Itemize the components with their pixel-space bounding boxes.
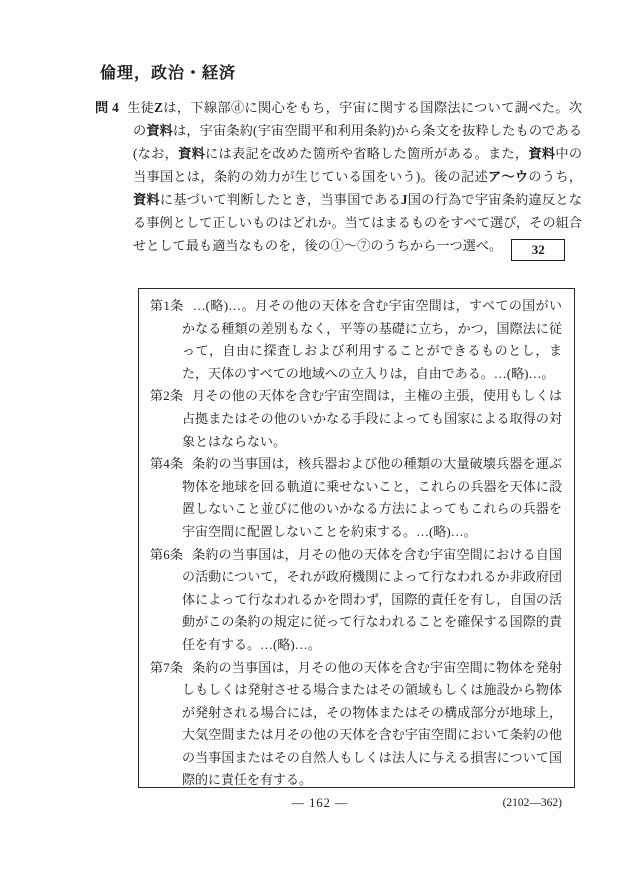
question-text-emphasis: J xyxy=(400,192,408,207)
question-text-emphasis: 資料 xyxy=(146,123,174,138)
article-number: 第2条 xyxy=(150,388,184,404)
print-code: (2102—362) xyxy=(502,797,562,809)
article-number: 第7条 xyxy=(150,659,184,675)
treaty-article xyxy=(150,385,562,453)
article-text: 条約の当事国は，核兵器および他の種類の大量破壊兵器を運ぶ物体を地球を回る軌道に乗せないこと，これらの兵器を天体に設置しないこと並びに他のいかなる方法によってもこれらの兵器を宇宙空間に配置しないことを約束する。…(略)…。 xyxy=(182,456,562,539)
question-label: 問 4 xyxy=(95,100,119,115)
article-text: …(略)…。月その他の天体を含む宇宙空間は，すべての国がいかなる種類の差別もなく，平等の基礎に立ち，かつ，国際法に従って，自由に探査しおよび利用することができるものとし，また，天体のすべての地域への立入りは，自由である。…(略)…。 xyxy=(182,298,562,381)
article-number: 第4条 xyxy=(150,456,184,472)
article-text: 月その他の天体を含む宇宙空間は，主権の主張，使用もしくは占拠またはその他のいかなる手段によっても国家による取得の対象とはならない。 xyxy=(182,388,562,449)
subject-header: 倫理，政治・経済 xyxy=(100,65,237,82)
question-text-run: 国の行為で宇宙条約違反となる事例として正しいものはどれか。当てはまるものをすべて選び，その組合せとして最も適当なものを，後の①～⑦のうちから一つ選べ。 xyxy=(133,192,582,253)
question-text-emphasis: Z xyxy=(154,100,163,115)
question-text-run: 生徒 xyxy=(126,100,155,115)
question-text-run: は，宇宙条約(宇宙空間平和利用条約)から条文を抜粋したものである(なお， xyxy=(133,123,583,161)
treaty-article xyxy=(150,295,562,385)
answer-number-box: 32 xyxy=(511,239,565,261)
question-text-run: は，下線部ⓓに関心をもち，宇宙に関する国際法について調べた。次の xyxy=(133,100,583,138)
question-text-run: には表記を改めた箇所や省略した箇所がある。また， xyxy=(205,146,529,161)
source-material-box xyxy=(138,288,575,788)
question-text-emphasis: ア～ウ xyxy=(487,169,529,184)
article-text: 条約の当事国は，月その他の天体を含む宇宙空間に物体を発射しもしくは発射させる場合またはその領域もしくは施設から物体が発射される場合には，その物体またはその構成部分が地球上，大気空間または月その他の天体を含む宇宙空間において条約の他の当事国またはその自然人もしくは法人に与える損害について国際的に責任を有する。 xyxy=(182,659,562,788)
article-number: 第1条 xyxy=(150,298,184,313)
treaty-article xyxy=(150,453,562,543)
question-text-emphasis: 資料 xyxy=(528,146,556,161)
question-text-run: のうち， xyxy=(528,169,583,184)
question-block xyxy=(95,96,582,261)
article-text: 条約の当事国は，月その他の天体を含む宇宙空間における自国の活動について，それが政府機関によって行なわれるか非政府団体によって行なわれるかを問わず，国際的責任を有し，自国の活動がこの条約の規定に従って行なわれることを確保する国際的責任を有する。…(略)…。 xyxy=(182,546,562,652)
article-number: 第6条 xyxy=(150,546,184,562)
treaty-article xyxy=(150,544,562,657)
question-text-run: に基づいて判断したとき，当事国である xyxy=(159,192,401,207)
question-text-emphasis: 資料 xyxy=(133,192,160,207)
page-number: — 162 — xyxy=(291,796,349,810)
treaty-article xyxy=(150,657,562,789)
question-text-run: 中の当事国とは，条約の効力が生じている国をいう)。後の記述 xyxy=(133,146,583,184)
question-text-emphasis: 資料 xyxy=(178,146,206,161)
question-text xyxy=(127,100,582,253)
